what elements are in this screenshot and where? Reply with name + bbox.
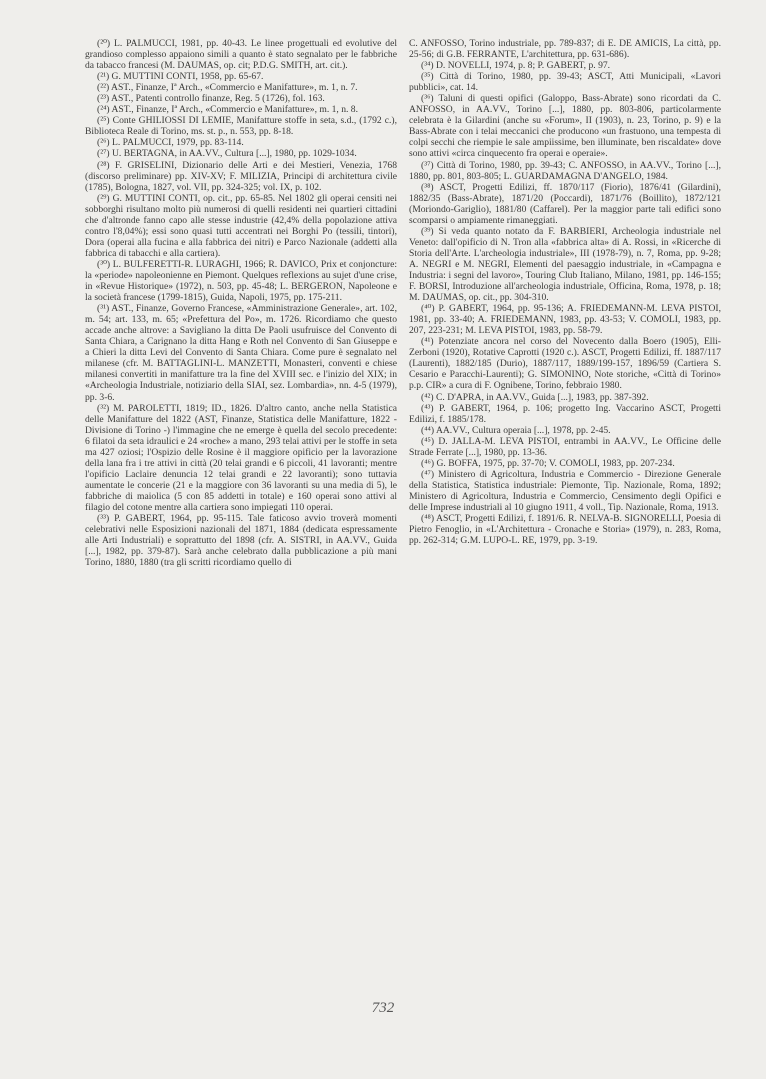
footnote: (⁴¹) Potenziate ancora nel corso del Novecento dalla Boero (1905), Elli-Zerboni (1920), Rotative Caprotti (1920 c.). ASCT, Progetti Edilizi, ff. 1887/117 (Laurenti), 1882/185 (Durio), 1887/117, 1889/199-157, 1896/59 (Cartiera S. Cesario e Paracchi-Laurenti); G. SIMONINO, Note storiche, «Città di Torino» p.p. CIR» a cura di F. Ognibene, Torino, febbraio 1980. [409,336,721,392]
footnote: (⁴²) C. D'APRA, in AA.VV., Guida [...], 1983, pp. 387-392. [421,391,649,403]
page-number: 732 [371,1000,395,1016]
footnote: (³⁴) D. NOVELLI, 1974, p. 8; P. GABERT, p. 97. [421,60,611,72]
footnote: (⁴⁰) P. GABERT, 1964, pp. 95-136; A. FRIEDEMANN-M. LEVA PISTOI, 1981, pp. 33-40; A. FRIEDEMANN, 1983, pp. 43-53; V. COMOLI, 1983, pp. 207, 223-231; M. LEVA PISTOI, 1983, pp. 58-79. [409,303,721,337]
footnote: (²⁷) U. BERTAGNA, in AA.VV., Cultura [...], 1980, pp. 1029-1034. [97,148,357,160]
footnote: (²⁴) AST., Finanze, Iª Arch., «Commercio e Manifatture», m. 1, n. 8. [97,104,359,116]
footnote: (³⁶) Taluni di questi opifici (Galoppo, Bass-Abrate) sono ricordati da C. ANFOSSO, in AA.VV., Torino [...], 1880, pp. 803-806, particolarmente celebrata è la Gilardini (anche su «Forum», II (1903), n. 23, Torino, p. 9) e la Bass-Abrate con i telai meccanici che producono «un frastuono, una tempesta di colpi secchi che riempie le sale ampiissime, ben illuminate, ben riscaldate» dove sono attivi «circa cinquecento fra operai e operaie». [409,93,721,160]
footnotes-right-column [409,38,721,546]
footnotes-left-column [85,38,397,568]
footnote: (²³) AST., Patenti controllo finanze, Reg. 5 (1726), fol. 163. [97,93,325,105]
footnote: (³⁵) Città di Torino, 1980, pp. 39-43; ASCT, Atti Municipali, «Lavori pubblici», cat. 14. [409,71,721,94]
footnote: (²⁶) L. PALMUCCI, 1979, pp. 83-114. [97,137,244,149]
footnote: (⁴⁷) Ministero di Agricoltura, Industria e Commercio - Direzione Generale della Statistica, Statistica industriale: Piemonte, Tip. Nazionale, Roma, 1892; Ministero di Agricoltura, Industria e Commercio, Censimento degli Opifici e delle Imprese industriali al 10 giugno 1911, 4 voll., Tip. Nazionale, Roma, 1913. [409,468,721,513]
footnote: (³⁰) L. BULFERETTI-R. LURAGHI, 1966; R. DAVICO, Prix et conjoncture: la «periode» napoleonienne en Piemont. Quelques reflexions au sujet d'une crise, in «Revue Historique» (1972), n. 503, pp. 45-48; L. BERGERON, Napoleone e la società francese (1799-1815), Guida, Napoli, 1975, pp. 175-211. [85,258,397,304]
footnote: (²⁹) G. MUTTINI CONTI, op. cit., pp. 65-85. Nel 1802 gli operai censiti nei sobborghi risultano molto più numerosi di quelli residenti nei quartieri cittadini che d'altronde fanno capo alle stesse industrie (42,4% della popolazione attiva contro l'8,04%); essi sono quasi tutti accentrati nei Borghi Po (tessili, tintori), Dora (operai alla fucina e alla fabbrica dei nitri) e Parco Nazionale (addetti alla fabbrica di tabacchi e alla cartiera). [85,192,397,259]
footnote: (²⁰) L. PALMUCCI, 1981, pp. 40-43. Le linee progettuali ed evolutive del grandioso complesso appaiono simili a quanto è stato segnalato per le fabbriche da tabacco francesi (M. DAUMAS, op. cit; P.D.G. SMITH, art. cit.). [85,38,397,72]
footnote: (³⁸) ASCT, Progetti Edilizi, ff. 1870/117 (Fiorio), 1876/41 (Gilardini), 1882/35 (Bass-Abrate), 1871/20 (Poccardi), 1871/76 (Boillito), 1872/121 (Moriondo-Gariglio), 1881/80 (Caffarel). Per la maggior parte tali edifici sono scomparsi o ampiamente rimaneggiati. [409,181,721,226]
footnote: (³⁷) Città di Torino, 1980, pp. 39-43; C. ANFOSSO, in AA.VV., Torino [...], 1880, pp. 801, 803-805; L. GUARDAMAGNA D'ANGELO, 1984. [409,159,721,182]
footnote: (²²) AST., Finanze, Iª Arch., «Commercio e Manifatture», m. 1, n. 7. [97,82,358,94]
footnote: (⁴⁵) D. JALLA-M. LEVA PISTOI, entrambi in AA.VV., Le Officine delle Strade Ferrate [...], 1980, pp. 13-36. [409,435,721,458]
footnote: (²⁸) F. GRISELINI, Dizionario delle Arti e dei Mestieri, Venezia, 1768 (discorso preliminare) pp. XIV-XV; F. MILIZIA, Principi di architettura civile (1785), Bologna, 1827, vol. VII, pp. 324-325; vol. IX, p. 102. [85,159,397,193]
footnote: (³²) M. PAROLETTI, 1819; ID., 1826. D'altro canto, anche nella Statistica delle Manifatture del 1822 (AST, Finanze, Statistica delle Manifatture, 1822 - Divisione di Torino -) l'immagine che ne emerge è quella del secolo precedente: 6 filatoi da seta idraulici e 24 «roche» a mano, 293 telai attivi per le stoffe in seta ma 427 oziosi; l'Ospizio delle Rosine è il maggiore opificio per la lavorazione della lana fra i tre attivi in città (20 telai grandi e 6 piccoli, 41 lavoranti; mentre l'opificio Laclaire denuncia 12 telai grandi e 22 lavoranti); sono tuttavia aumentate le concerie (21 e la maggiore con 36 lavoranti su una media di 5), le fabbriche di maiolica (5 con 85 addetti in totale) e 160 operai sono attivi al filagio del cotone mentre alla cartiera sono impiegati 110 operai. [85,402,397,513]
footnote: (⁴⁶) G. BOFFA, 1975, pp. 37-70; V. COMOLI, 1983, pp. 207-234. [421,457,675,469]
footnote: (²⁵) Conte GHILIOSSI DI LEMIE, Manifatture stoffe in seta, s.d., (1792 c.), Biblioteca Reale di Torino, ms. st. p., n. 553, pp. 8-18. [85,115,397,138]
footnote: (³³) P. GABERT, 1964, pp. 95-115. Tale faticoso avvio troverà momenti celebrativi nelle Esposizioni nazionali del 1871, 1884 (dedicata espressamente alle Arti Industriali) e soprattutto del 1898 (cfr. A. SISTRI, in AA.VV., Guida [...], 1982, pp. 379-87). Sarà anche celebrato dalla pubblicazione a più mani Torino, 1880, 1880 (tra gli scritti ricordiamo quello di [85,513,397,569]
footnote: (⁴⁸) ASCT, Progetti Edilizi, f. 1891/6. R. NELVA-B. SIGNORELLI, Poesia di Pietro Fenoglio, in «L'Architettura - Cronache e Storia» (1979), n. 283, Roma, pp. 262-314; G.M. LUPO-L. RE, 1979, pp. 3-19. [409,513,721,547]
footnote: (⁴³) P. GABERT, 1964, p. 106; progetto Ing. Vaccarino ASCT, Progetti Edilizi, f. 1885/178. [409,402,721,425]
footnote: (⁴⁴) AA.VV., Cultura operaia [...], 1978, pp. 2-45. [421,424,611,436]
footnote: (²¹) G. MUTTINI CONTI, 1958, pp. 65-67. [97,71,264,83]
footnote: (³¹) AST., Finanze, Governo Francese, «Amministrazione Generale», art. 102, m. 54; art. 133, m. 65; «Prefettura del Po», m. 1726. Ricordiamo che questo accade anche altrove: a Savigliano la ditta De Paoli usufruisce del Convento di Santa Chiara, a Carignano la ditta Hang e Roth nel Convento di San Giuseppe e a Chieri la ditta Levi del Convento di Santa Chiara. Come pure è segnalato nel milanese (cfr. M. BATTAGLINI-L. MANZETTI, Monasteri, conventi e chiese milanesi convertiti in manifatture tra la fine del XVIII sec. e l'inizio del XIX; in «Archeologia Industriale, notiziario della SIAI, sez. Lombardia», nn. 4-5 (1979), pp. 3-6. [85,303,397,403]
footnote-continuation: C. ANFOSSO, Torino industriale, pp. 789-837; di E. DE AMICIS, La città, pp. 25-56; di G.B. FERRANTE, L'architettura, pp. 631-686). [409,38,721,61]
footnote: (³⁹) Si veda quanto notato da F. BARBIERI, Archeologia industriale nel Veneto: dall'opificio di N. Tron alla «fabbrica alta» di A. Rossi, in «Ricerche di Storia dell'Arte. L'archeologia industriale», III (1978-79), n. 7, Roma, pp. 9-28; A. NEGRI e M. NEGRI, Elementi del paesaggio industriale, in «Campagna e Industria: i segni del lavoro», Touring Club Italiano, Milano, 1981, pp. 146-155; F. BORSI, Introduzione all'archeologia industriale, Officina, Roma, 1978, p. 18; M. DAUMAS, op. cit., pp. 304-310. [409,225,721,304]
